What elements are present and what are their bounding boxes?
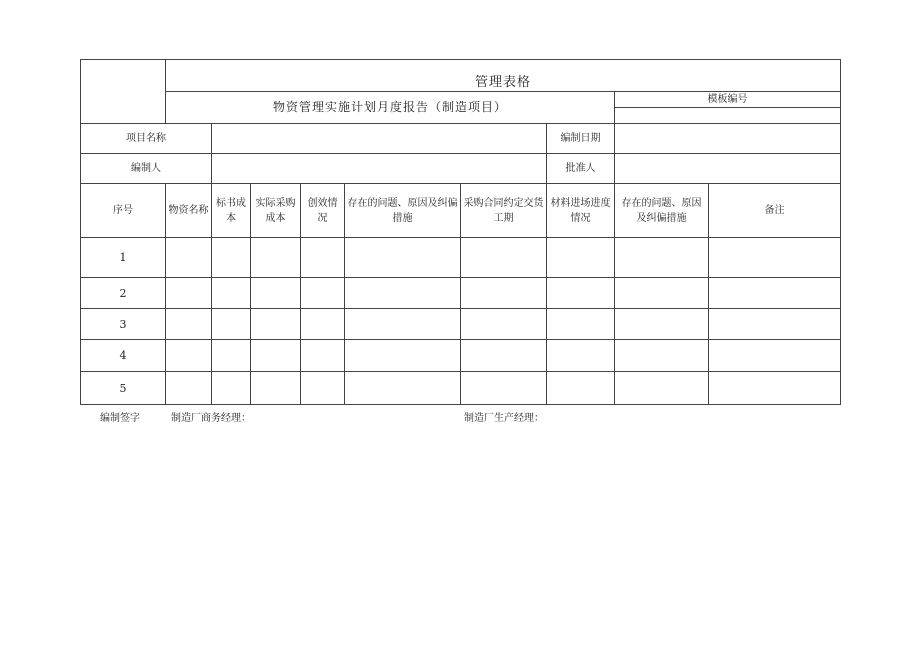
column-header-material-name: 物资名称 [166,184,212,238]
project-name-label: 项目名称 [81,124,212,154]
signature-footer [0,409,920,425]
table-cell[interactable] [709,372,841,405]
table-cell[interactable] [547,238,615,278]
table-cell[interactable] [709,238,841,278]
row-number: 5 [81,372,166,405]
row-number: 1 [81,238,166,278]
table-row [81,372,841,405]
table-cell[interactable] [547,309,615,340]
column-header-bid-cost: 标书成本 [212,184,251,238]
table-cell[interactable] [166,372,212,405]
template-number-field[interactable] [615,108,841,124]
table-cell[interactable] [212,278,251,309]
table-row [81,340,841,372]
table-cell[interactable] [251,340,301,372]
report-title: 物资管理实施计划月度报告（制造项目） [166,92,615,124]
table-row [81,238,841,278]
table-cell[interactable] [709,278,841,309]
column-header-contract-delivery: 采购合同约定交货工期 [461,184,547,238]
table-cell[interactable] [461,372,547,405]
table-cell[interactable] [212,238,251,278]
table-cell[interactable] [615,372,709,405]
table-cell[interactable] [709,340,841,372]
table-cell[interactable] [615,340,709,372]
table-cell[interactable] [301,278,345,309]
column-header-benefit: 创效情况 [301,184,345,238]
table-cell[interactable] [345,238,461,278]
form-title: 管理表格 [166,60,841,92]
row-number: 3 [81,309,166,340]
table-cell[interactable] [212,372,251,405]
table-row [81,309,841,340]
table-cell[interactable] [461,309,547,340]
report-form-table [80,59,841,405]
template-number-label: 模板编号 [615,92,841,108]
business-manager-label: 制造厂商务经理： [171,413,251,424]
sign-label: 编制签字 [100,413,140,424]
approver-field[interactable] [615,154,841,184]
table-cell[interactable] [615,309,709,340]
table-cell[interactable] [251,372,301,405]
table-cell[interactable] [251,278,301,309]
table-cell[interactable] [301,372,345,405]
table-cell[interactable] [709,309,841,340]
column-header-actual-cost: 实际采购成本 [251,184,301,238]
column-header-issues-progress: 存在的问题、原因及纠偏措施 [615,184,709,238]
row-number: 4 [81,340,166,372]
column-header-arrival-progress: 材料进场进度情况 [547,184,615,238]
table-row [81,278,841,309]
date-field[interactable] [615,124,841,154]
table-cell[interactable] [345,278,461,309]
preparer-label: 编制人 [81,154,212,184]
column-header-remarks: 备注 [709,184,841,238]
table-cell[interactable] [461,340,547,372]
project-name-field[interactable] [212,124,547,154]
table-cell[interactable] [166,340,212,372]
table-cell[interactable] [166,309,212,340]
table-cell[interactable] [212,309,251,340]
table-cell[interactable] [615,238,709,278]
table-cell[interactable] [301,340,345,372]
table-cell[interactable] [301,238,345,278]
table-cell[interactable] [251,309,301,340]
table-cell[interactable] [547,278,615,309]
table-cell[interactable] [251,238,301,278]
column-header-seq: 序号 [81,184,166,238]
table-cell[interactable] [345,340,461,372]
date-label: 编制日期 [547,124,615,154]
table-cell[interactable] [166,238,212,278]
table-cell[interactable] [345,309,461,340]
table-cell[interactable] [166,278,212,309]
table-cell[interactable] [212,340,251,372]
logo-area [81,60,166,124]
table-cell[interactable] [461,238,547,278]
table-cell[interactable] [345,372,461,405]
approver-label: 批准人 [547,154,615,184]
preparer-field[interactable] [212,154,547,184]
row-number: 2 [81,278,166,309]
table-cell[interactable] [615,278,709,309]
column-header-issues-cost: 存在的问题、原因及纠偏措施 [345,184,461,238]
table-cell[interactable] [461,278,547,309]
table-cell[interactable] [301,309,345,340]
table-cell[interactable] [547,372,615,405]
production-manager-label: 制造厂生产经理： [464,413,544,424]
table-cell[interactable] [547,340,615,372]
